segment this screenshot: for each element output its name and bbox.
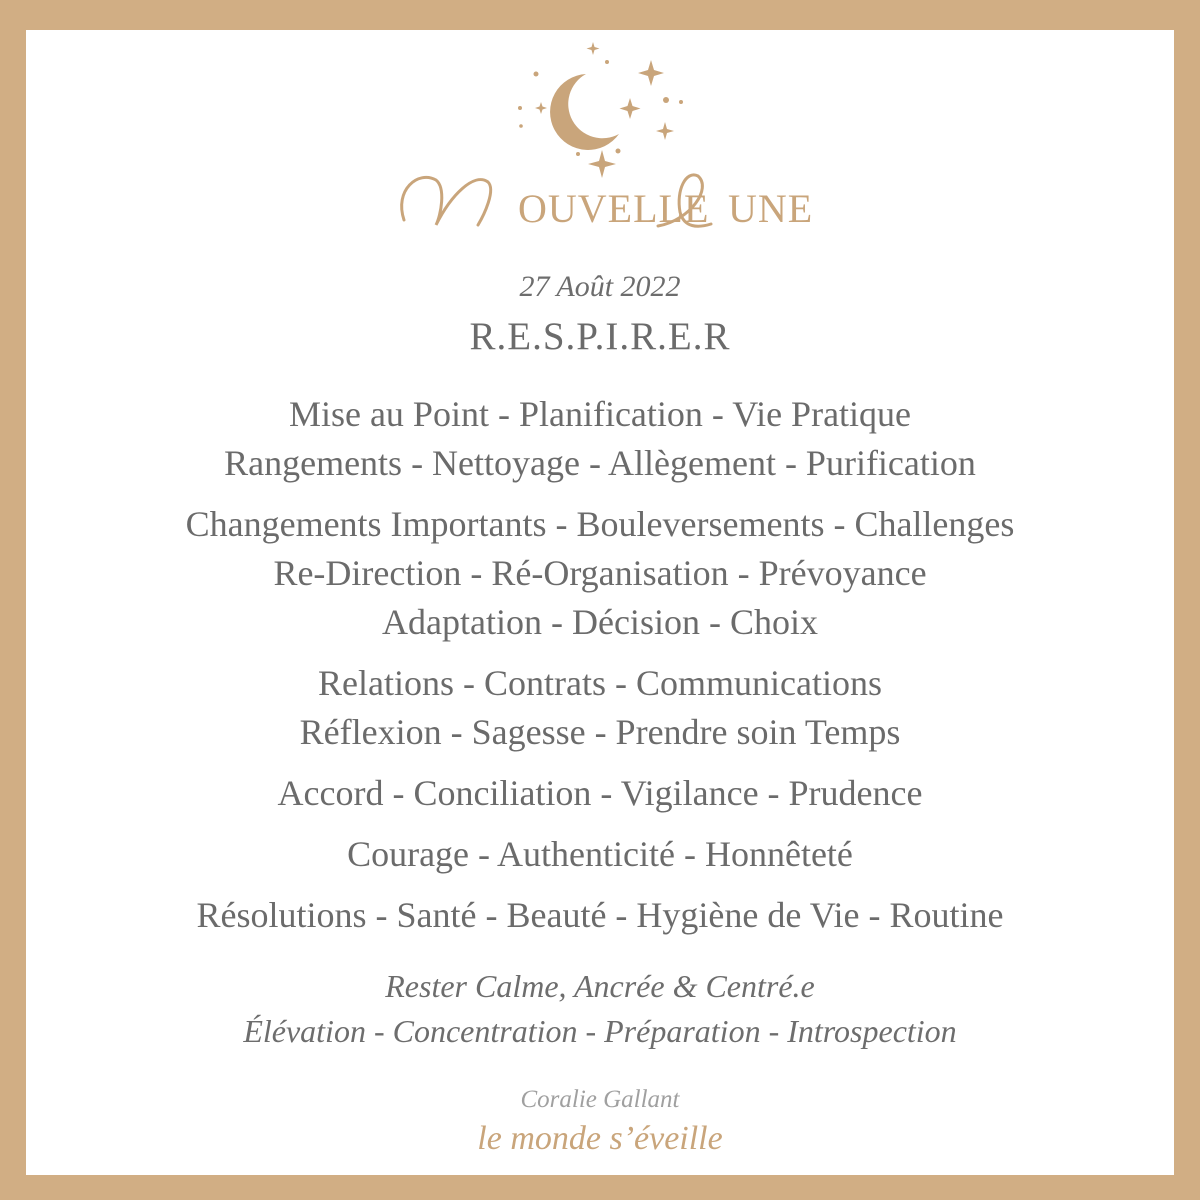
heading: R.E.S.P.I.R.E.R	[469, 315, 731, 358]
keyword-line: Re-Direction - Ré-Organisation - Prévoyance	[273, 553, 927, 593]
keyword-line: Adaptation - Décision - Choix	[382, 602, 818, 642]
stars-icon	[518, 42, 683, 178]
keyword-group	[26, 500, 1174, 647]
keyword-line: Mise au Point - Planification - Vie Pratique	[288, 394, 912, 434]
keyword-group	[26, 659, 1174, 757]
keyword-line: Courage - Authenticité - Honnêteté	[347, 834, 853, 874]
affirmation-block	[26, 964, 1174, 1054]
keyword-line: Changements Importants - Bouleversements - Challenges	[185, 504, 1015, 544]
date: 27 Août 2022	[519, 270, 681, 303]
affirmation-line: Élévation - Concentration - Préparation - Introspection	[243, 1013, 957, 1049]
keyword-line: Résolutions - Santé - Beauté - Hygiène de Vie - Routine	[196, 895, 1004, 935]
keyword-group	[26, 830, 1174, 879]
svg-text:UNE: UNE	[728, 186, 814, 231]
affirmation-line: Rester Calme, Ancrée & Centré.e	[385, 968, 815, 1004]
keyword-line: Relations - Contrats - Communications	[318, 663, 882, 703]
moon-logo	[26, 30, 1174, 270]
keyword-group	[26, 390, 1174, 488]
keyword-line: Accord - Conciliation - Vigilance - Prudence	[277, 773, 923, 813]
keyword-group	[26, 891, 1174, 940]
crescent-moon-icon	[550, 74, 619, 150]
keyword-line: Rangements - Nettoyage - Allègement - Purification	[224, 443, 976, 483]
svg-text:OUVELLE: OUVELLE	[518, 186, 710, 231]
keyword-group	[26, 769, 1174, 818]
card	[26, 30, 1174, 1175]
author-name: Coralie Gallant	[520, 1086, 680, 1113]
keyword-list	[26, 390, 1174, 952]
keyword-line: Réflexion - Sagesse - Prendre soin Temps	[299, 712, 901, 752]
brand-name: le monde s’éveille	[477, 1120, 723, 1157]
